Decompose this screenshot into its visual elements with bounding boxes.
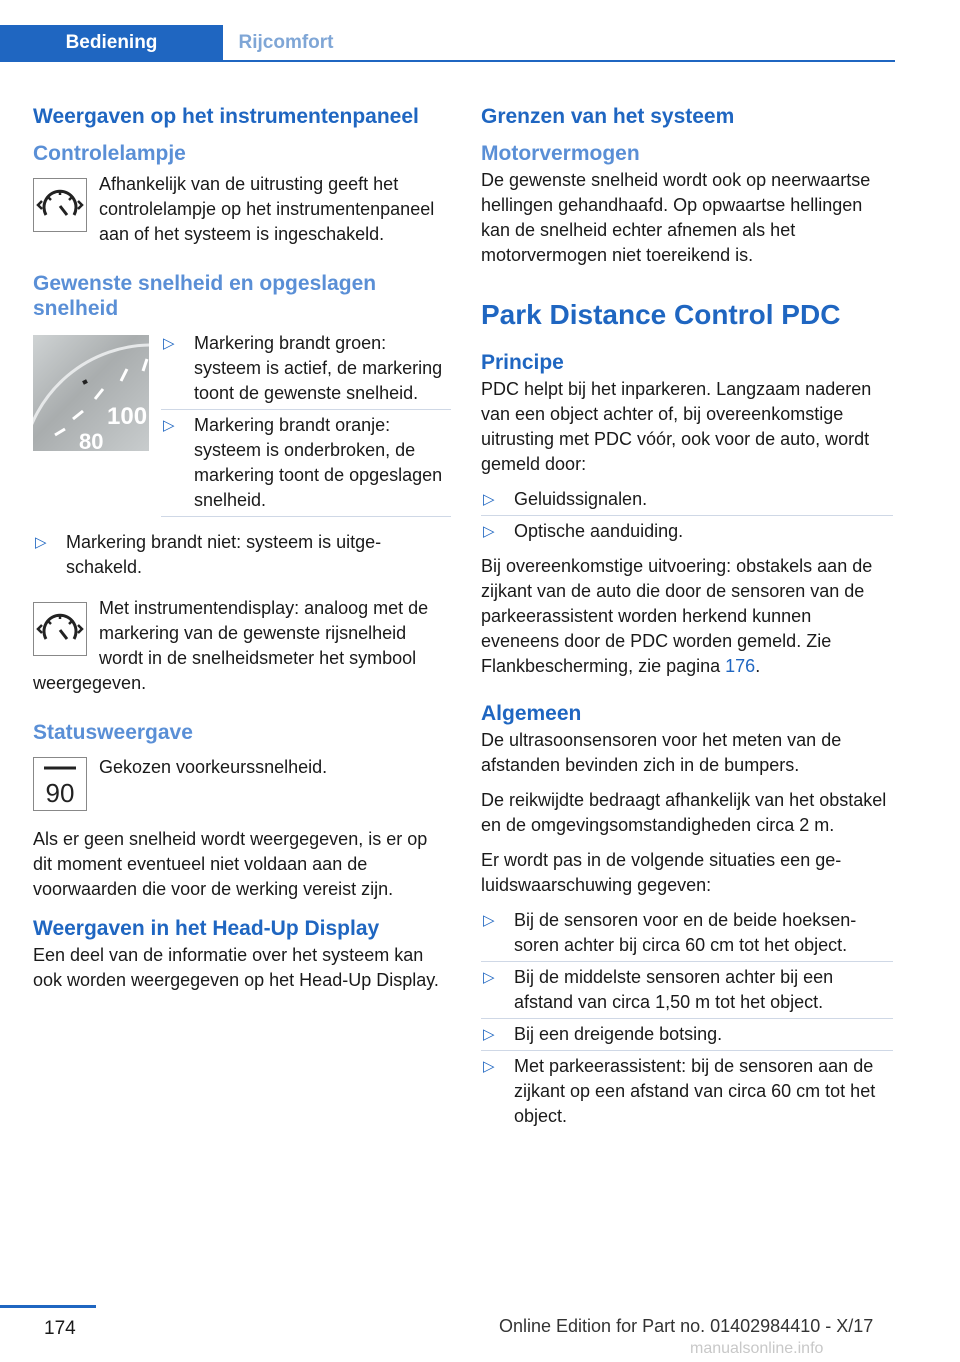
algemeen-p1: De ultrasoonsensoren voor het meten van de afstanden bevinden zich in de bumpers. [481, 730, 842, 775]
heading-motorvermogen: Motorvermogen [481, 142, 640, 165]
speed-marking-list [161, 331, 451, 520]
triangle-bullet-icon: ▷ [483, 523, 495, 540]
triangle-bullet-icon: ▷ [483, 1058, 495, 1075]
heading-grenzen: Grenzen van het systeem [481, 105, 735, 128]
cruise-control-indicator-icon [33, 602, 87, 656]
triangle-bullet-icon: ▷ [483, 969, 495, 986]
heading-algemeen: Algemeen [481, 702, 582, 725]
instrumentendisplay-text: Met instrumentendisplay: analoog met de markering van de gewenste rijsnelheid wordt in de snelheidsmeter het symbool weergegeven. [33, 598, 429, 693]
edition-text: Online Edition for Part no. 01402984410 - X/17 [499, 1316, 874, 1336]
section-title-instrumentenpaneel: Weergaven op het instrumentenpaneel [33, 105, 419, 128]
footer-rule [0, 1305, 96, 1308]
preferred-speed-value: 90 [45, 778, 75, 808]
list-item: ▷ Markering brandt oranje: systeem is onderbroken, de markering toont de opgeslagen snelheid. [161, 413, 451, 513]
speedo-label-80: 80 [79, 429, 104, 451]
list-item: ▷ Bij de sensoren voor en de beide hoeksensoren achter bij circa 60 cm tot het object. [481, 908, 893, 958]
status-block [33, 755, 451, 815]
speedo-label-100: 100 [107, 403, 148, 430]
controlelampje-block [33, 172, 451, 247]
principe-text: PDC helpt bij het inparkeren. Langzaam naderen van een object achter of, bij overeenkomstige uitrusting met PDC vóór, ook voor de auto, wordt gemeld door: [481, 379, 872, 474]
tab-baseline [0, 60, 895, 62]
page-reference-link[interactable]: 176 [725, 656, 756, 676]
list-item: ▷ Markering brandt groen: systeem is actief, de markering toont de gewenste snelheid. [161, 331, 451, 406]
speedometer-image [33, 335, 149, 451]
list-item: ▷ Geluidssignalen. [481, 487, 893, 512]
list-item: ▷ Markering brandt niet: systeem is uitgeschakeld. [35, 532, 382, 577]
heading-statusweergave: Statusweergave [33, 721, 193, 744]
left-column [33, 104, 451, 1003]
triangle-bullet-icon: ▷ [483, 1026, 495, 1043]
instrumentendisplay-block [33, 596, 451, 696]
principe-list [481, 487, 893, 544]
status-text: Gekozen voorkeurssnelheid. [99, 757, 328, 777]
gewenste-block [33, 331, 451, 530]
speed-marking-list-2 [33, 530, 451, 580]
algemeen-p3: Er wordt pas in de volgende situaties een geluidswaarschuwing gegeven: [481, 850, 842, 895]
list-item: ▷ Optische aanduiding. [481, 519, 893, 544]
pdc-title: Park Distance Control PDC [481, 299, 841, 330]
heading-hud: Weergaven in het Head-Up Display [33, 917, 380, 940]
triangle-bullet-icon: ▷ [483, 491, 495, 508]
list-item: ▷ Bij een dreigende botsing. [481, 1022, 893, 1047]
algemeen-p2: De reikwijdte bedraagt afhankelijk van het obstakel en de omgevingsomstandigheden circa 2 m. [481, 790, 887, 835]
cruise-control-indicator-icon [33, 178, 87, 232]
triangle-bullet-icon: ▷ [35, 534, 47, 551]
page-number: 174 [44, 1318, 76, 1339]
watermark: manualsonline.info [690, 1340, 824, 1357]
pdc-extra-text: Bij overeenkomstige uitvoering: obstakels aan de zijkant van de auto die door de sensoren van de parkeerassistent worden herkend kunnen eveneens door de PDC worden gemeld. Zie Flankbescherming, zie pagina 176. [481, 556, 873, 676]
preferred-speed-icon [33, 757, 87, 811]
algemeen-list [481, 908, 893, 1129]
heading-principe: Principe [481, 351, 564, 374]
list-item: ▷ Bij de middelste sensoren achter bij een afstand van circa 1,50 m tot het object. [481, 965, 893, 1015]
motorvermogen-text: De gewenste snelheid wordt ook op neerwaartse hellingen gehandhaafd. Op opwaartse hellingen kan de snelheid echter afnemen als het motorvermogen niet toereikend is. [481, 170, 871, 265]
status-note: Als er geen snelheid wordt weergegeven, is er op dit moment eventueel niet voldaan aan de voorwaarden die voor de werking vereist zijn. [33, 829, 428, 899]
triangle-bullet-icon: ▷ [163, 335, 175, 352]
hud-text: Een deel van de informatie over het systeem kan ook worden weergegeven op het Head-Up Display. [33, 945, 439, 990]
triangle-bullet-icon: ▷ [163, 417, 175, 434]
chapter-tabs [0, 25, 895, 61]
tab-rijcomfort[interactable]: Rijcomfort [238, 32, 334, 53]
controlelampje-text: Afhankelijk van de uitrusting geeft het controlelampje op het instrumentenpaneel aan of het systeem is ingeschakeld. [99, 174, 435, 244]
tab-bediening[interactable]: Bediening [0, 25, 223, 61]
heading-gewenste-snelheid: Gewenste snelheid en opgeslagen snelheid [33, 272, 377, 320]
triangle-bullet-icon: ▷ [483, 912, 495, 929]
list-item: ▷ Met parkeerassistent: bij de sensoren aan de zijkant op een afstand van circa 60 cm tot het object. [483, 1056, 876, 1126]
right-column [481, 104, 893, 1139]
heading-controlelampje: Controlelampje [33, 142, 186, 165]
